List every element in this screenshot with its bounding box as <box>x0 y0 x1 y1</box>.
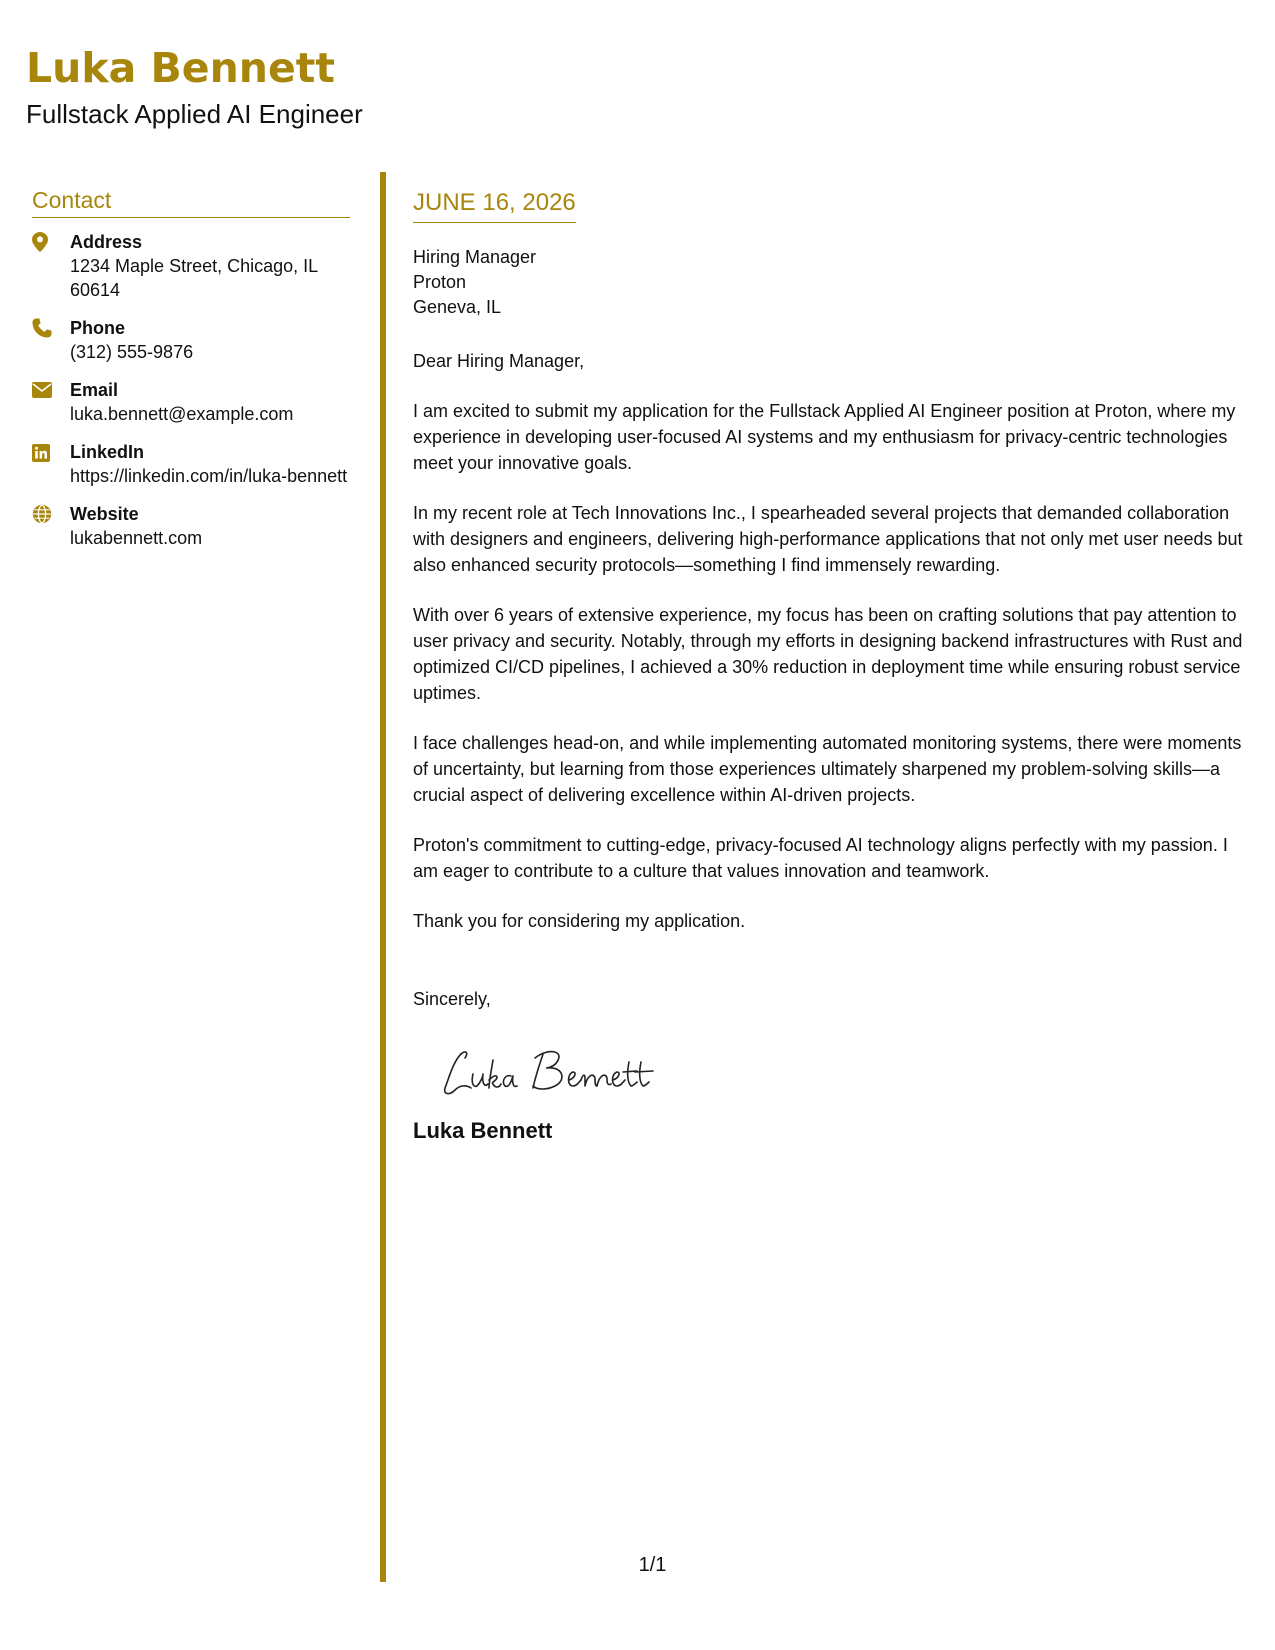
salutation: Dear Hiring Manager, <box>413 351 585 372</box>
linkedin-icon <box>32 440 70 462</box>
signed-name: Luka Bennett <box>413 1118 553 1144</box>
contact-label: Website <box>70 504 139 525</box>
contact-item-website <box>32 502 350 550</box>
recipient-title: Hiring Manager <box>413 247 537 268</box>
paragraph: I face challenges head-on, and while implementing automated monitoring systems, there were moments of uncertainty, but learning from those experiences ultimately sharpened my problem-solving skills—a crucial aspect of delivering excellence within AI-driven projects. <box>413 733 1242 806</box>
name-heading: Luka Bennett <box>26 44 335 92</box>
map-pin-icon <box>32 230 70 252</box>
letter-body <box>413 190 1243 1144</box>
recipient-location: Geneva, IL <box>413 297 502 318</box>
globe-icon <box>32 502 70 524</box>
contact-heading: Contact <box>32 188 350 218</box>
contact-label: Address <box>70 232 143 253</box>
contact-label: Phone <box>70 318 126 339</box>
paragraph: I am excited to submit my application for the Fullstack Applied AI Engineer position at Proton, where my experience in developing user-focused AI systems and my enthusiasm for privacy-centric technologies meet your innovative goals. <box>413 401 1236 474</box>
contact-label: LinkedIn <box>70 442 145 463</box>
handwritten-signature <box>439 1040 1243 1104</box>
website-value: lukabennett.com <box>70 528 203 549</box>
contact-list <box>32 230 350 550</box>
linkedin-value: https://linkedin.com/in/luka-bennett <box>70 466 348 487</box>
address-value: 1234 Maple Street, Chicago, IL 60614 <box>70 256 318 301</box>
envelope-icon <box>32 378 70 398</box>
letter-date: JUNE 16, 2026 <box>413 190 576 223</box>
paragraph: Thank you for considering my application. <box>413 911 746 932</box>
contact-label: Email <box>70 380 119 401</box>
phone-value: (312) 555-9876 <box>70 342 194 363</box>
role-subtitle: Fullstack Applied AI Engineer <box>26 99 363 129</box>
phone-icon <box>32 316 70 338</box>
contact-item-linkedin <box>32 440 350 488</box>
page-number: 1/1 <box>638 1554 667 1576</box>
paragraph: Proton's commitment to cutting-edge, privacy-focused AI technology aligns perfectly with my passion. I am eager to contribute to a culture that values innovation and teamwork. <box>413 835 1228 882</box>
contact-item-phone <box>32 316 350 364</box>
contact-item-email <box>32 378 350 426</box>
contact-item-address <box>32 230 350 302</box>
paragraph: In my recent role at Tech Innovations Inc., I spearheaded several projects that demanded collaboration with designers and engineers, delivering high-performance applications that not only met user needs but also enhanced security protocols—something I find immensely rewarding. <box>413 503 1243 576</box>
recipient-company: Proton <box>413 272 467 293</box>
recipient-block <box>413 245 1243 320</box>
paragraph: With over 6 years of extensive experience, my focus has been on crafting solutions that pay attention to user privacy and security. Notably, through my efforts in designing backend infrastructures with Rust and optimized CI/CD pipelines, I achieved a 30% reduction in deployment time while ensuring robust service uptimes. <box>413 605 1243 704</box>
contact-sidebar <box>32 188 350 564</box>
vertical-divider <box>380 172 386 1582</box>
closing: Sincerely, <box>413 989 491 1010</box>
email-value: luka.bennett@example.com <box>70 404 294 425</box>
